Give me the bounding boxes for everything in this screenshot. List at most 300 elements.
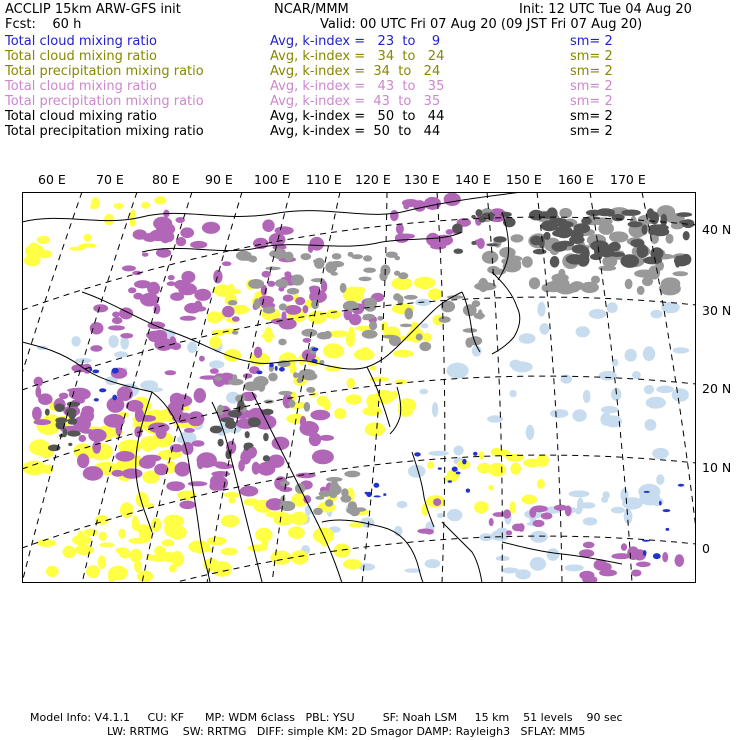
field-patch (323, 343, 344, 358)
field-patch (395, 256, 401, 260)
field-patch (547, 548, 560, 561)
field-patch (663, 509, 671, 512)
field-patch (474, 501, 489, 513)
legend-smoothing: sm= 2 (570, 94, 613, 109)
field-patch (254, 347, 262, 358)
field-patch (162, 539, 175, 546)
field-patch (165, 370, 177, 375)
field-patch (600, 247, 615, 257)
field-patch (263, 455, 270, 462)
field-patch (454, 249, 464, 254)
field-patch (491, 448, 502, 456)
field-patch (509, 390, 516, 397)
field-patch (92, 370, 99, 374)
field-patch (164, 522, 175, 537)
field-patch (269, 250, 282, 258)
field-patch (108, 335, 118, 348)
field-patch (642, 540, 650, 542)
field-patch (275, 366, 278, 371)
field-patch (541, 513, 553, 520)
field-patch (295, 373, 306, 379)
field-patch (611, 553, 631, 559)
field-patch (315, 496, 324, 500)
legend-field: Total precipitation mixing ratio (5, 94, 204, 109)
longitude-label: 100 E (254, 172, 290, 187)
field-patch (218, 439, 224, 447)
field-patch (80, 429, 94, 434)
field-patch (653, 553, 661, 559)
field-patch (278, 339, 286, 346)
field-patch (167, 281, 176, 286)
field-patch (83, 234, 91, 242)
field-patch (543, 232, 550, 240)
field-patch (447, 509, 462, 521)
field-patch (325, 310, 341, 319)
field-patch (312, 450, 334, 465)
field-patch (560, 242, 574, 247)
field-patch (476, 209, 483, 217)
field-patch (343, 301, 359, 312)
field-patch (209, 336, 221, 349)
field-patch (583, 390, 591, 403)
field-patch (569, 490, 590, 497)
field-patch (283, 295, 294, 302)
model-info: Model Info: V4.1.1 CU: KF MP: WDM 6class PBL: YSU SF: Noah LSM 15 km 51 levels 90 sec (30, 711, 623, 724)
field-patch (91, 197, 99, 209)
field-patch (263, 433, 269, 441)
field-patch (257, 462, 275, 476)
field-patch (46, 566, 59, 577)
field-patch (601, 406, 618, 413)
field-patch (37, 539, 56, 547)
legend-field: Total cloud mixing ratio (5, 34, 158, 49)
field-patch (493, 236, 506, 242)
legend-field: Total cloud mixing ratio (5, 109, 158, 124)
field-patch (228, 497, 235, 504)
field-patch (576, 326, 590, 337)
field-patch (141, 436, 159, 450)
field-patch (501, 258, 509, 264)
field-patch (321, 281, 327, 293)
field-patch (133, 229, 147, 239)
longitude-label: 120 E (355, 172, 391, 187)
field-patch (254, 298, 261, 309)
field-patch (398, 272, 408, 279)
field-patch (112, 317, 123, 324)
field-patch (310, 286, 320, 295)
field-patch (334, 408, 346, 419)
field-patch (642, 225, 648, 235)
field-patch (550, 409, 569, 418)
field-patch (533, 249, 547, 255)
field-patch (232, 331, 238, 335)
field-patch (314, 258, 325, 269)
field-patch (180, 316, 196, 321)
field-patch (656, 386, 674, 394)
field-patch (621, 543, 627, 551)
field-patch (419, 389, 428, 395)
legend-smoothing: sm= 2 (570, 109, 613, 124)
field-patch (622, 497, 643, 509)
field-patch (456, 472, 461, 475)
field-patch (275, 279, 288, 288)
longitude-label: 160 E (558, 172, 594, 187)
field-patch (86, 565, 100, 578)
field-patch (452, 224, 463, 234)
field-patch (217, 405, 224, 416)
field-patch (646, 397, 666, 409)
longitude-label: 90 E (205, 172, 233, 187)
field-patch (99, 543, 114, 548)
legend-range: Avg, k-index = 34 to 24 (270, 64, 441, 79)
field-patch (269, 363, 274, 367)
field-patch (416, 334, 423, 341)
field-patch (652, 448, 669, 459)
field-patch (437, 513, 444, 518)
field-patch (531, 505, 548, 512)
field-patch (126, 400, 144, 412)
legend-range: Avg, k-index = 50 to 44 (270, 109, 445, 124)
field-patch (537, 479, 545, 489)
field-patch (579, 571, 594, 580)
field-patch (288, 526, 305, 539)
field-patch (263, 307, 276, 314)
field-patch (170, 292, 184, 301)
field-patch (63, 428, 68, 437)
field-patch (591, 276, 600, 284)
field-patch (154, 196, 166, 204)
field-patch (134, 560, 142, 573)
field-patch (636, 562, 651, 568)
field-patch (644, 385, 654, 394)
field-patch (432, 402, 438, 417)
field-patch (291, 274, 304, 285)
field-patch (677, 212, 693, 217)
field-patch (112, 312, 120, 318)
field-patch (522, 495, 537, 505)
longitude-label: 60 E (38, 172, 66, 187)
field-patch (262, 271, 271, 278)
field-patch (540, 323, 550, 335)
legend-smoothing: sm= 2 (570, 79, 613, 94)
legend-field: Total precipitation mixing ratio (5, 64, 204, 79)
field-patch (248, 417, 261, 427)
field-patch (526, 425, 535, 440)
field-patch (439, 316, 451, 323)
field-patch (34, 419, 52, 425)
field-patch (643, 550, 647, 556)
field-patch (362, 316, 370, 321)
field-patch (55, 403, 65, 412)
field-patch (36, 250, 52, 258)
field-patch (244, 443, 250, 451)
field-patch (660, 214, 667, 227)
field-patch (377, 316, 383, 321)
field-patch (474, 282, 496, 290)
field-patch (503, 509, 511, 518)
legend-range: Avg, k-index = 43 to 35 (270, 94, 441, 109)
field-patch (659, 282, 681, 296)
field-patch (421, 323, 429, 328)
legend-field: Total precipitation mixing ratio (5, 124, 204, 139)
field-patch (213, 270, 222, 284)
field-patch (301, 253, 312, 260)
field-patch (383, 493, 386, 496)
field-patch (472, 345, 482, 356)
field-patch (297, 378, 303, 383)
field-patch (478, 451, 484, 459)
field-patch (370, 366, 377, 371)
field-patch (662, 552, 668, 562)
field-patch (171, 342, 181, 350)
field-patch (306, 387, 315, 393)
field-patch (317, 332, 331, 340)
field-patch (522, 256, 533, 267)
field-patch (488, 485, 494, 491)
field-patch (309, 433, 321, 446)
field-patch (589, 309, 606, 319)
field-patch (601, 496, 608, 502)
field-patch (279, 367, 285, 372)
field-patch (519, 333, 536, 344)
field-patch (356, 287, 365, 294)
field-patch (279, 487, 292, 492)
field-patch (29, 439, 50, 455)
field-patch (536, 454, 549, 467)
field-patch (98, 555, 106, 569)
field-patch (291, 550, 309, 564)
field-patch (264, 327, 273, 343)
field-patch (262, 219, 274, 232)
latitude-label: 20 N (702, 381, 732, 396)
longitude-label: 150 E (506, 172, 542, 187)
field-patch (325, 261, 337, 273)
field-patch (529, 277, 540, 289)
field-patch (202, 222, 220, 234)
field-patch (166, 481, 185, 491)
field-patch (425, 559, 441, 568)
field-patch (211, 330, 224, 336)
latitude-label: 10 N (702, 460, 732, 475)
field-patch (300, 416, 306, 428)
field-patch (575, 508, 582, 515)
legend-field: Total cloud mixing ratio (5, 79, 158, 94)
field-patch (558, 269, 565, 277)
field-patch (279, 391, 293, 395)
field-patch (599, 569, 617, 576)
field-patch (68, 443, 72, 446)
field-patch (184, 428, 195, 433)
field-patch (312, 348, 319, 352)
field-patch (275, 226, 294, 235)
field-patch (462, 459, 466, 465)
field-patch (448, 480, 453, 483)
field-patch (446, 229, 454, 235)
field-patch (236, 251, 252, 261)
field-patch (243, 373, 253, 378)
field-patch (390, 210, 399, 221)
field-patch (256, 371, 262, 375)
longitude-label: 70 E (96, 172, 124, 187)
field-patch (137, 571, 153, 582)
legend-range: Avg, k-index = 23 to 9 (270, 34, 441, 49)
field-patch (240, 486, 259, 497)
field-patch (478, 309, 483, 319)
field-patch (577, 253, 590, 267)
field-patch (37, 236, 51, 244)
field-patch (77, 454, 89, 469)
field-patch (279, 303, 287, 310)
field-patch (634, 270, 655, 278)
field-patch (430, 244, 446, 250)
field-patch (666, 528, 670, 531)
field-patch (301, 329, 317, 337)
field-patch (273, 513, 294, 526)
forecast-hour: Fcst: 60 h (5, 17, 82, 32)
field-patch (125, 445, 140, 451)
field-patch (510, 360, 522, 370)
field-patch (38, 393, 53, 405)
field-patch (174, 280, 187, 290)
field-patch (510, 501, 516, 514)
field-patch (419, 342, 431, 351)
field-patch (471, 215, 476, 219)
field-patch (84, 529, 98, 536)
field-patch (93, 304, 108, 312)
field-patch (511, 234, 524, 242)
field-patch (280, 496, 285, 503)
field-patch (642, 277, 653, 286)
field-patch (471, 241, 476, 245)
legend-smoothing: sm= 2 (570, 64, 613, 79)
field-patch (29, 243, 38, 250)
field-patch (506, 530, 512, 535)
field-patch (222, 306, 234, 318)
field-patch (148, 335, 167, 343)
field-patch (207, 311, 223, 323)
field-patch (395, 379, 407, 384)
field-patch (400, 324, 412, 328)
field-patch (119, 549, 130, 559)
longitude-label: 170 E (610, 172, 646, 187)
field-patch (346, 378, 355, 388)
field-patch (463, 304, 477, 316)
field-patch (151, 518, 161, 532)
field-patch (108, 325, 125, 330)
field-patch (366, 394, 379, 408)
field-patch (423, 333, 432, 342)
field-patch (404, 295, 418, 300)
field-patch (115, 451, 134, 462)
field-patch (67, 388, 87, 393)
field-patch (284, 271, 291, 277)
field-patch (673, 347, 690, 353)
field-patch (611, 507, 625, 514)
legend-range: Avg, k-index = 43 to 35 (270, 79, 445, 94)
field-patch (332, 253, 342, 259)
field-patch (621, 210, 640, 216)
field-patch (397, 501, 408, 508)
field-patch (583, 542, 595, 549)
legend-range: Avg, k-index = 50 to 44 (270, 124, 441, 139)
field-patch (122, 468, 143, 478)
field-patch (486, 243, 498, 246)
field-patch (354, 349, 375, 361)
forecast-map (22, 192, 696, 583)
field-patch (537, 302, 545, 317)
field-patch (625, 279, 633, 289)
title-center: NCAR/MMM (274, 2, 349, 17)
field-patch (285, 305, 301, 315)
field-patch (287, 288, 299, 295)
field-patch (673, 271, 689, 276)
field-patch (210, 475, 221, 487)
legend-smoothing: sm= 2 (570, 34, 613, 49)
field-patch (438, 467, 442, 469)
field-patch (72, 535, 91, 546)
field-patch (108, 569, 115, 583)
latitude-label: 40 N (702, 222, 732, 237)
field-patch (602, 256, 617, 268)
field-patch (672, 388, 689, 401)
field-patch (515, 569, 531, 579)
field-patch (644, 491, 650, 493)
field-patch (547, 207, 558, 219)
field-patch (192, 440, 205, 446)
field-patch (268, 373, 277, 382)
field-patch (190, 241, 207, 249)
field-patch (489, 518, 494, 526)
field-patch (148, 423, 169, 434)
field-patch (340, 495, 351, 503)
field-patch (317, 396, 329, 407)
field-patch (99, 532, 107, 541)
field-patch (343, 559, 362, 570)
field-patch (510, 463, 521, 475)
field-patch (533, 520, 545, 527)
legend-smoothing: sm= 2 (570, 49, 613, 64)
field-patch (405, 308, 414, 320)
field-patch (674, 255, 690, 266)
field-patch (609, 231, 628, 242)
field-patch (79, 435, 87, 442)
field-patch (552, 230, 568, 237)
legend-smoothing: sm= 2 (570, 124, 613, 139)
field-patch (180, 227, 194, 238)
field-patch (303, 305, 309, 313)
field-patch (99, 388, 106, 392)
field-patch (637, 286, 645, 295)
field-patch (199, 356, 205, 362)
field-patch (175, 462, 191, 477)
field-patch (374, 483, 380, 488)
field-patch (373, 495, 380, 497)
field-patch (666, 234, 674, 244)
field-patch (349, 522, 363, 527)
field-patch (606, 210, 615, 216)
field-patch (284, 252, 294, 262)
field-patch (452, 467, 458, 472)
field-patch (515, 260, 521, 268)
field-patch (364, 302, 376, 312)
field-patch (255, 528, 272, 542)
field-patch (650, 247, 663, 259)
field-patch (365, 422, 386, 436)
field-patch (270, 551, 291, 565)
field-patch (222, 261, 232, 266)
init-time: Init: 12 UTC Tue 04 Aug 20 (519, 2, 692, 17)
field-patch (140, 380, 158, 390)
